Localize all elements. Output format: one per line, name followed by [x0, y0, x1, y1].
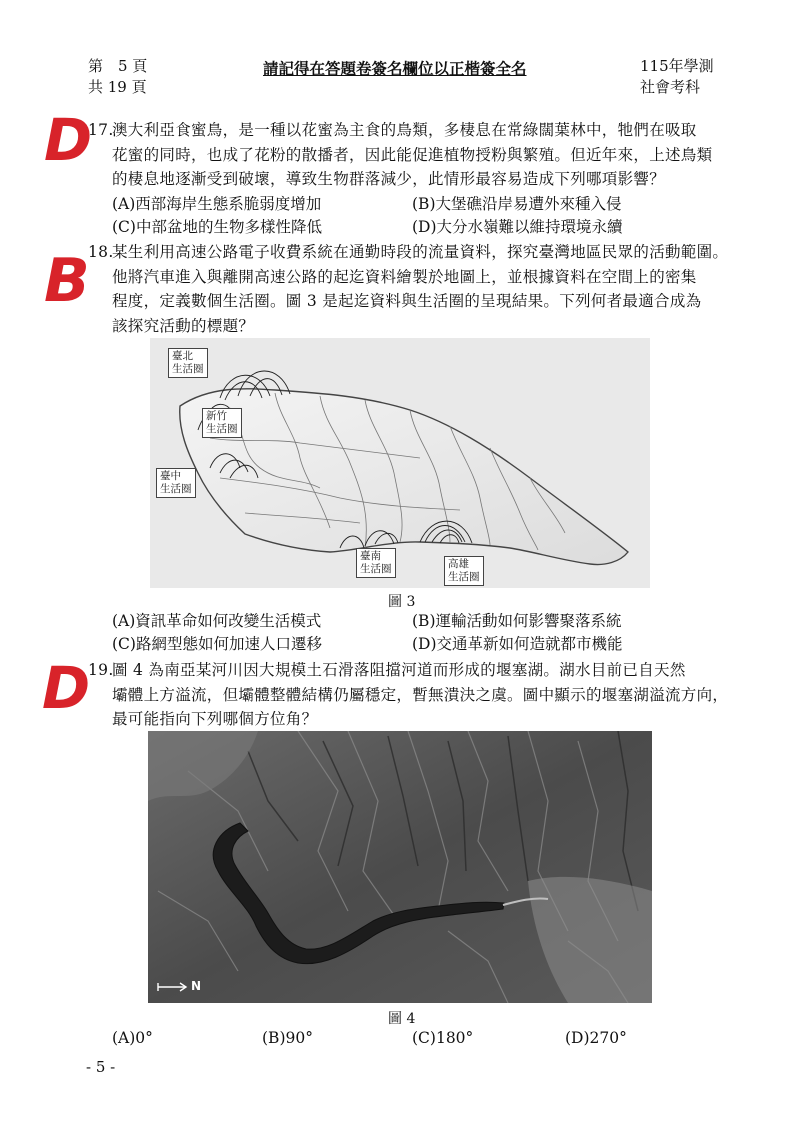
q18-option-b[interactable]: (B)運輸活動如何影響聚落系統	[412, 612, 622, 630]
taipei-region-label: 臺北 生活圈	[168, 348, 208, 378]
figure-3-caption: 圖 3	[388, 594, 416, 610]
page-total: 共 19 頁	[88, 78, 147, 96]
signature-notice: 請記得在答題卷簽名欄位以正楷簽全名	[263, 59, 527, 78]
question-18-number: 18.	[88, 243, 114, 261]
question-19-line: 壩體上方溢流，但壩體整體結構仍屬穩定，暫無潰決之虞。圖中顯示的堰塞湖溢流方向，	[112, 685, 729, 704]
q19-option-b[interactable]: (B)90°	[262, 1029, 313, 1047]
question-18-line: 該探究活動的標題？	[112, 316, 255, 335]
question-19-stem	[112, 658, 737, 732]
page-footer-number: - 5 -	[86, 1058, 116, 1076]
question-17-number: 17.	[88, 121, 114, 139]
question-18-line: 某生利用高速公路電子收費系統在通勤時段的流量資料，探究臺灣地區民眾的活動範圍。	[112, 243, 729, 261]
question-17-line: 澳大利亞食蜜鳥，是一種以花蜜為主食的鳥類，多棲息在常綠闊葉林中，牠們在吸取	[112, 121, 697, 139]
q18-option-c[interactable]: (C)路網型態如何加速人口遷移	[112, 635, 322, 653]
figure-4-satellite-photo	[148, 731, 652, 1003]
q17-option-a[interactable]: (A)西部海岸生態系脆弱度增加	[112, 195, 322, 213]
q17-option-c[interactable]: (C)中部盆地的生物多樣性降低	[112, 218, 322, 236]
taiwan-map-graphic	[150, 338, 650, 588]
answer-mark-q17: D	[44, 106, 93, 174]
subject-name: 社會考科	[640, 78, 701, 96]
answer-mark-q19: D	[42, 654, 91, 722]
question-17-line: 花蜜的同時，也成了花粉的散播者，因此能促進植物授粉與繁殖。但近年來，上述鳥類	[112, 145, 713, 164]
question-17-line: 的棲息地逐漸受到破壞，導致生物群落減少，此情形最容易造成下列哪項影響？	[112, 170, 666, 188]
taichung-region-label: 臺中 生活圈	[156, 468, 196, 498]
q18-option-a[interactable]: (A)資訊革命如何改變生活模式	[112, 612, 322, 630]
page-number: 第 5 頁	[88, 57, 148, 75]
q19-option-d[interactable]: (D)270°	[565, 1029, 627, 1047]
q17-option-d[interactable]: (D)大分水嶺難以維持環境永續	[412, 218, 623, 236]
kaohsiung-region-label: 高雄 生活圈	[444, 556, 484, 586]
question-19-line: 最可能指向下列哪個方位角？	[112, 710, 318, 728]
question-18-stem	[112, 240, 737, 338]
q19-option-a[interactable]: (A)0°	[112, 1029, 153, 1047]
north-arrow-label: N	[191, 979, 202, 993]
landslide-lake-graphic	[148, 731, 652, 1003]
q19-option-c[interactable]: (C)180°	[412, 1029, 474, 1047]
question-19-number: 19.	[88, 661, 114, 679]
q18-option-d[interactable]: (D)交通革新如何造就都市機能	[412, 635, 623, 653]
figure-4-caption: 圖 4	[388, 1011, 416, 1027]
tainan-region-label: 臺南 生活圈	[356, 548, 396, 578]
question-18-line: 他將汽車進入與離開高速公路的起迄資料繪製於地圖上，並根據資料在空間上的密集	[112, 267, 697, 286]
question-19-line: 圖 4 為南亞某河川因大規模土石滑落阻擋河道而形成的堰塞湖。湖水目前已自天然	[112, 661, 686, 679]
hsinchu-region-label: 新竹 生活圈	[202, 408, 242, 438]
q17-option-b[interactable]: (B)大堡礁沿岸易遭外來種入侵	[412, 195, 622, 213]
exam-name: 115年學測	[640, 57, 714, 75]
answer-mark-q18: B	[44, 246, 90, 316]
question-18-line: 程度，定義數個生活圈。圖 3 是起迄資料與生活圈的呈現結果。下列何者最適合成為	[112, 292, 702, 310]
question-17-stem	[112, 118, 732, 192]
figure-3-map	[150, 338, 650, 588]
